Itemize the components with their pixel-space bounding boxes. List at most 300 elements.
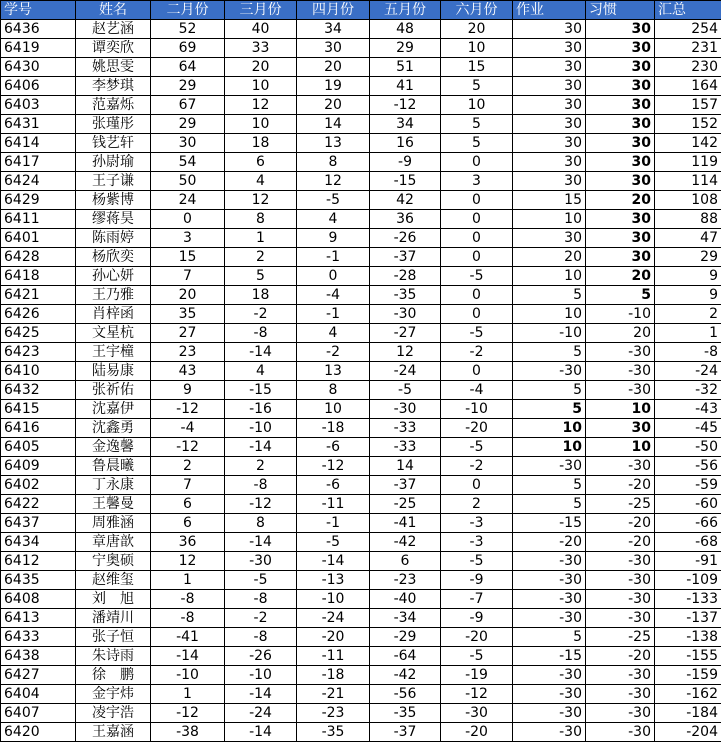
- homework-cell: 5: [513, 628, 586, 647]
- february-cell: 36: [151, 533, 225, 552]
- june-cell: 0: [441, 191, 513, 210]
- header-name: 姓名: [76, 1, 151, 20]
- may-cell: -56: [370, 685, 441, 704]
- total-cell: -138: [655, 628, 721, 647]
- habit-cell: 20: [586, 267, 655, 286]
- student-id-cell: 6405: [1, 438, 76, 457]
- habit-cell: 30: [586, 153, 655, 172]
- february-cell: -8: [151, 590, 225, 609]
- june-cell: -20: [441, 723, 513, 742]
- march-cell: -5: [225, 571, 297, 590]
- total-cell: 2: [655, 305, 721, 324]
- name-cell: 范嘉烁: [76, 96, 151, 115]
- february-cell: 7: [151, 476, 225, 495]
- may-cell: -12: [370, 96, 441, 115]
- table-row: [1, 191, 721, 210]
- table-row: [1, 552, 721, 571]
- homework-cell: 30: [513, 39, 586, 58]
- june-cell: -2: [441, 457, 513, 476]
- habit-cell: -30: [586, 343, 655, 362]
- habit-cell: -30: [586, 704, 655, 723]
- february-cell: 24: [151, 191, 225, 210]
- habit-cell: 30: [586, 115, 655, 134]
- table-row: [1, 362, 721, 381]
- habit-cell: -30: [586, 685, 655, 704]
- name-cell: 刘 旭: [76, 590, 151, 609]
- total-cell: -155: [655, 647, 721, 666]
- habit-cell: 30: [586, 229, 655, 248]
- habit-cell: 30: [586, 172, 655, 191]
- habit-cell: 30: [586, 96, 655, 115]
- homework-cell: 30: [513, 115, 586, 134]
- february-cell: -8: [151, 609, 225, 628]
- total-cell: 164: [655, 77, 721, 96]
- table-row: [1, 419, 721, 438]
- name-cell: 王宇橦: [76, 343, 151, 362]
- february-cell: 30: [151, 134, 225, 153]
- table-row: [1, 286, 721, 305]
- habit-cell: 30: [586, 210, 655, 229]
- homework-cell: -30: [513, 571, 586, 590]
- homework-cell: 5: [513, 381, 586, 400]
- april-cell: 4: [297, 324, 370, 343]
- table-row: [1, 210, 721, 229]
- total-cell: 231: [655, 39, 721, 58]
- june-cell: 15: [441, 58, 513, 77]
- march-cell: 2: [225, 457, 297, 476]
- march-cell: 12: [225, 96, 297, 115]
- may-cell: -30: [370, 400, 441, 419]
- table-row: [1, 324, 721, 343]
- table-row: [1, 476, 721, 495]
- homework-cell: -30: [513, 704, 586, 723]
- table-row: [1, 609, 721, 628]
- february-cell: -12: [151, 704, 225, 723]
- header-total: 汇总: [655, 1, 721, 20]
- student-id-cell: 6425: [1, 324, 76, 343]
- habit-cell: 30: [586, 134, 655, 153]
- table-row: [1, 267, 721, 286]
- homework-cell: -30: [513, 723, 586, 742]
- may-cell: -9: [370, 153, 441, 172]
- habit-cell: 30: [586, 419, 655, 438]
- table-row: [1, 229, 721, 248]
- table-row: [1, 172, 721, 191]
- june-cell: 0: [441, 305, 513, 324]
- march-cell: -14: [225, 438, 297, 457]
- february-cell: -41: [151, 628, 225, 647]
- homework-cell: 5: [513, 343, 586, 362]
- name-cell: 钱艺轩: [76, 134, 151, 153]
- march-cell: 18: [225, 134, 297, 153]
- student-id-cell: 6432: [1, 381, 76, 400]
- april-cell: -24: [297, 609, 370, 628]
- header-june: 六月份: [441, 1, 513, 20]
- name-cell: 王子谦: [76, 172, 151, 191]
- june-cell: 0: [441, 248, 513, 267]
- march-cell: -16: [225, 400, 297, 419]
- june-cell: -12: [441, 685, 513, 704]
- total-cell: 254: [655, 20, 721, 39]
- habit-cell: -30: [586, 571, 655, 590]
- february-cell: 0: [151, 210, 225, 229]
- may-cell: -26: [370, 229, 441, 248]
- habit-cell: -30: [586, 609, 655, 628]
- total-cell: -159: [655, 666, 721, 685]
- june-cell: 3: [441, 172, 513, 191]
- total-cell: -60: [655, 495, 721, 514]
- name-cell: 赵维玺: [76, 571, 151, 590]
- april-cell: 9: [297, 229, 370, 248]
- february-cell: 64: [151, 58, 225, 77]
- homework-cell: 10: [513, 267, 586, 286]
- june-cell: 5: [441, 115, 513, 134]
- name-cell: 徐 鹏: [76, 666, 151, 685]
- june-cell: 5: [441, 134, 513, 153]
- june-cell: -10: [441, 400, 513, 419]
- homework-cell: -30: [513, 666, 586, 685]
- name-cell: 姚思雯: [76, 58, 151, 77]
- total-cell: 108: [655, 191, 721, 210]
- may-cell: -23: [370, 571, 441, 590]
- march-cell: -26: [225, 647, 297, 666]
- name-cell: 金宇炜: [76, 685, 151, 704]
- march-cell: 6: [225, 153, 297, 172]
- name-cell: 鲁晨曦: [76, 457, 151, 476]
- february-cell: 12: [151, 552, 225, 571]
- may-cell: -5: [370, 381, 441, 400]
- march-cell: 12: [225, 191, 297, 210]
- february-cell: 67: [151, 96, 225, 115]
- april-cell: 4: [297, 210, 370, 229]
- total-cell: -66: [655, 514, 721, 533]
- habit-cell: 10: [586, 400, 655, 419]
- total-cell: -56: [655, 457, 721, 476]
- homework-cell: 30: [513, 134, 586, 153]
- june-cell: 10: [441, 39, 513, 58]
- name-cell: 王馨曼: [76, 495, 151, 514]
- june-cell: -5: [441, 552, 513, 571]
- june-cell: -9: [441, 609, 513, 628]
- name-cell: 张瑾彤: [76, 115, 151, 134]
- student-id-cell: 6407: [1, 704, 76, 723]
- student-id-cell: 6430: [1, 58, 76, 77]
- march-cell: 5: [225, 267, 297, 286]
- june-cell: 0: [441, 229, 513, 248]
- february-cell: -14: [151, 647, 225, 666]
- habit-cell: 30: [586, 248, 655, 267]
- may-cell: -37: [370, 476, 441, 495]
- june-cell: 0: [441, 362, 513, 381]
- total-cell: 157: [655, 96, 721, 115]
- february-cell: 52: [151, 20, 225, 39]
- total-cell: -184: [655, 704, 721, 723]
- april-cell: 12: [297, 172, 370, 191]
- march-cell: -14: [225, 723, 297, 742]
- homework-cell: 20: [513, 248, 586, 267]
- february-cell: -10: [151, 666, 225, 685]
- april-cell: -14: [297, 552, 370, 571]
- april-cell: -6: [297, 476, 370, 495]
- name-cell: 谭奕欣: [76, 39, 151, 58]
- march-cell: 8: [225, 514, 297, 533]
- march-cell: -8: [225, 590, 297, 609]
- april-cell: 20: [297, 96, 370, 115]
- may-cell: 16: [370, 134, 441, 153]
- header-student-id: 学号: [1, 1, 76, 20]
- june-cell: -5: [441, 324, 513, 343]
- homework-cell: 30: [513, 58, 586, 77]
- name-cell: 肖梓函: [76, 305, 151, 324]
- name-cell: 张子恒: [76, 628, 151, 647]
- student-id-cell: 6420: [1, 723, 76, 742]
- student-id-cell: 6421: [1, 286, 76, 305]
- total-cell: -43: [655, 400, 721, 419]
- may-cell: 12: [370, 343, 441, 362]
- name-cell: 沈嘉伊: [76, 400, 151, 419]
- table-row: [1, 96, 721, 115]
- march-cell: 4: [225, 362, 297, 381]
- homework-cell: -20: [513, 533, 586, 552]
- march-cell: -30: [225, 552, 297, 571]
- march-cell: -12: [225, 495, 297, 514]
- habit-cell: -20: [586, 476, 655, 495]
- student-id-cell: 6429: [1, 191, 76, 210]
- june-cell: 0: [441, 210, 513, 229]
- march-cell: 2: [225, 248, 297, 267]
- march-cell: 40: [225, 20, 297, 39]
- total-cell: 1: [655, 324, 721, 343]
- april-cell: -10: [297, 590, 370, 609]
- habit-cell: -30: [586, 723, 655, 742]
- student-id-cell: 6423: [1, 343, 76, 362]
- table-row: [1, 666, 721, 685]
- homework-cell: -15: [513, 514, 586, 533]
- homework-cell: 15: [513, 191, 586, 210]
- table-row: [1, 571, 721, 590]
- february-cell: 1: [151, 571, 225, 590]
- student-id-cell: 6438: [1, 647, 76, 666]
- homework-cell: 10: [513, 305, 586, 324]
- march-cell: 4: [225, 172, 297, 191]
- may-cell: -64: [370, 647, 441, 666]
- table-row: [1, 343, 721, 362]
- table-row: [1, 438, 721, 457]
- total-cell: -91: [655, 552, 721, 571]
- march-cell: 10: [225, 115, 297, 134]
- table-row: [1, 457, 721, 476]
- april-cell: 13: [297, 362, 370, 381]
- april-cell: -2: [297, 343, 370, 362]
- student-id-cell: 6431: [1, 115, 76, 134]
- name-cell: 陆易康: [76, 362, 151, 381]
- april-cell: -23: [297, 704, 370, 723]
- march-cell: -14: [225, 533, 297, 552]
- june-cell: -9: [441, 571, 513, 590]
- table-row: [1, 20, 721, 39]
- total-cell: -50: [655, 438, 721, 457]
- student-id-cell: 6410: [1, 362, 76, 381]
- february-cell: 27: [151, 324, 225, 343]
- march-cell: 18: [225, 286, 297, 305]
- april-cell: -11: [297, 495, 370, 514]
- june-cell: 5: [441, 77, 513, 96]
- total-cell: -8: [655, 343, 721, 362]
- april-cell: -5: [297, 191, 370, 210]
- habit-cell: -30: [586, 552, 655, 571]
- table-row: [1, 305, 721, 324]
- name-cell: 丁永康: [76, 476, 151, 495]
- header-may: 五月份: [370, 1, 441, 20]
- homework-cell: 30: [513, 96, 586, 115]
- header-homework: 作业: [513, 1, 586, 20]
- march-cell: -14: [225, 685, 297, 704]
- habit-cell: -25: [586, 495, 655, 514]
- total-cell: 88: [655, 210, 721, 229]
- homework-cell: -30: [513, 457, 586, 476]
- may-cell: -33: [370, 438, 441, 457]
- student-id-cell: 6428: [1, 248, 76, 267]
- april-cell: 30: [297, 39, 370, 58]
- habit-cell: -25: [586, 628, 655, 647]
- february-cell: 9: [151, 381, 225, 400]
- name-cell: 金逸馨: [76, 438, 151, 457]
- habit-cell: 30: [586, 77, 655, 96]
- february-cell: -12: [151, 438, 225, 457]
- total-cell: -109: [655, 571, 721, 590]
- june-cell: -30: [441, 704, 513, 723]
- student-id-cell: 6401: [1, 229, 76, 248]
- homework-cell: -15: [513, 647, 586, 666]
- february-cell: 29: [151, 77, 225, 96]
- february-cell: 7: [151, 267, 225, 286]
- march-cell: 1: [225, 229, 297, 248]
- may-cell: -29: [370, 628, 441, 647]
- may-cell: 51: [370, 58, 441, 77]
- homework-cell: 30: [513, 20, 586, 39]
- habit-cell: 30: [586, 58, 655, 77]
- name-cell: 赵艺涵: [76, 20, 151, 39]
- total-cell: 9: [655, 267, 721, 286]
- june-cell: 20: [441, 20, 513, 39]
- april-cell: -1: [297, 248, 370, 267]
- table-row: [1, 514, 721, 533]
- april-cell: 13: [297, 134, 370, 153]
- table-row: [1, 704, 721, 723]
- total-cell: 47: [655, 229, 721, 248]
- table-row: [1, 153, 721, 172]
- student-id-cell: 6427: [1, 666, 76, 685]
- student-id-cell: 6408: [1, 590, 76, 609]
- name-cell: 孙心妍: [76, 267, 151, 286]
- june-cell: 0: [441, 286, 513, 305]
- may-cell: 36: [370, 210, 441, 229]
- habit-cell: -30: [586, 590, 655, 609]
- name-cell: 宁奥硕: [76, 552, 151, 571]
- april-cell: -11: [297, 647, 370, 666]
- may-cell: -35: [370, 704, 441, 723]
- may-cell: -40: [370, 590, 441, 609]
- habit-cell: 20: [586, 324, 655, 343]
- name-cell: 王嘉涵: [76, 723, 151, 742]
- student-id-cell: 6404: [1, 685, 76, 704]
- total-cell: -204: [655, 723, 721, 742]
- student-id-cell: 6437: [1, 514, 76, 533]
- name-cell: 沈鑫勇: [76, 419, 151, 438]
- name-cell: 缪蒋昊: [76, 210, 151, 229]
- may-cell: 48: [370, 20, 441, 39]
- march-cell: 20: [225, 58, 297, 77]
- table-row: [1, 248, 721, 267]
- homework-cell: 5: [513, 476, 586, 495]
- name-cell: 陈雨婷: [76, 229, 151, 248]
- student-id-cell: 6419: [1, 39, 76, 58]
- total-cell: -162: [655, 685, 721, 704]
- student-id-cell: 6422: [1, 495, 76, 514]
- student-id-cell: 6426: [1, 305, 76, 324]
- table-row: [1, 58, 721, 77]
- total-cell: 152: [655, 115, 721, 134]
- total-cell: -59: [655, 476, 721, 495]
- header-march: 三月份: [225, 1, 297, 20]
- may-cell: 42: [370, 191, 441, 210]
- habit-cell: -30: [586, 381, 655, 400]
- april-cell: -13: [297, 571, 370, 590]
- february-cell: 15: [151, 248, 225, 267]
- homework-cell: 30: [513, 172, 586, 191]
- may-cell: -28: [370, 267, 441, 286]
- homework-cell: 10: [513, 438, 586, 457]
- name-cell: 李梦琪: [76, 77, 151, 96]
- february-cell: 3: [151, 229, 225, 248]
- table-row: [1, 39, 721, 58]
- february-cell: 29: [151, 115, 225, 134]
- march-cell: -8: [225, 476, 297, 495]
- table-row: [1, 134, 721, 153]
- total-cell: -68: [655, 533, 721, 552]
- march-cell: -8: [225, 628, 297, 647]
- student-id-cell: 6414: [1, 134, 76, 153]
- may-cell: 34: [370, 115, 441, 134]
- march-cell: -14: [225, 343, 297, 362]
- february-cell: 6: [151, 495, 225, 514]
- june-cell: 2: [441, 495, 513, 514]
- april-cell: -12: [297, 457, 370, 476]
- february-cell: 20: [151, 286, 225, 305]
- april-cell: -21: [297, 685, 370, 704]
- header-row: [1, 1, 721, 20]
- april-cell: -4: [297, 286, 370, 305]
- may-cell: -42: [370, 533, 441, 552]
- may-cell: 14: [370, 457, 441, 476]
- student-id-cell: 6434: [1, 533, 76, 552]
- homework-cell: -30: [513, 609, 586, 628]
- february-cell: 69: [151, 39, 225, 58]
- student-id-cell: 6433: [1, 628, 76, 647]
- homework-cell: -10: [513, 324, 586, 343]
- february-cell: 54: [151, 153, 225, 172]
- student-id-cell: 6411: [1, 210, 76, 229]
- february-cell: 50: [151, 172, 225, 191]
- name-cell: 王乃雅: [76, 286, 151, 305]
- student-id-cell: 6412: [1, 552, 76, 571]
- table-row: [1, 590, 721, 609]
- april-cell: 8: [297, 153, 370, 172]
- may-cell: -34: [370, 609, 441, 628]
- student-id-cell: 6418: [1, 267, 76, 286]
- total-cell: 230: [655, 58, 721, 77]
- april-cell: 0: [297, 267, 370, 286]
